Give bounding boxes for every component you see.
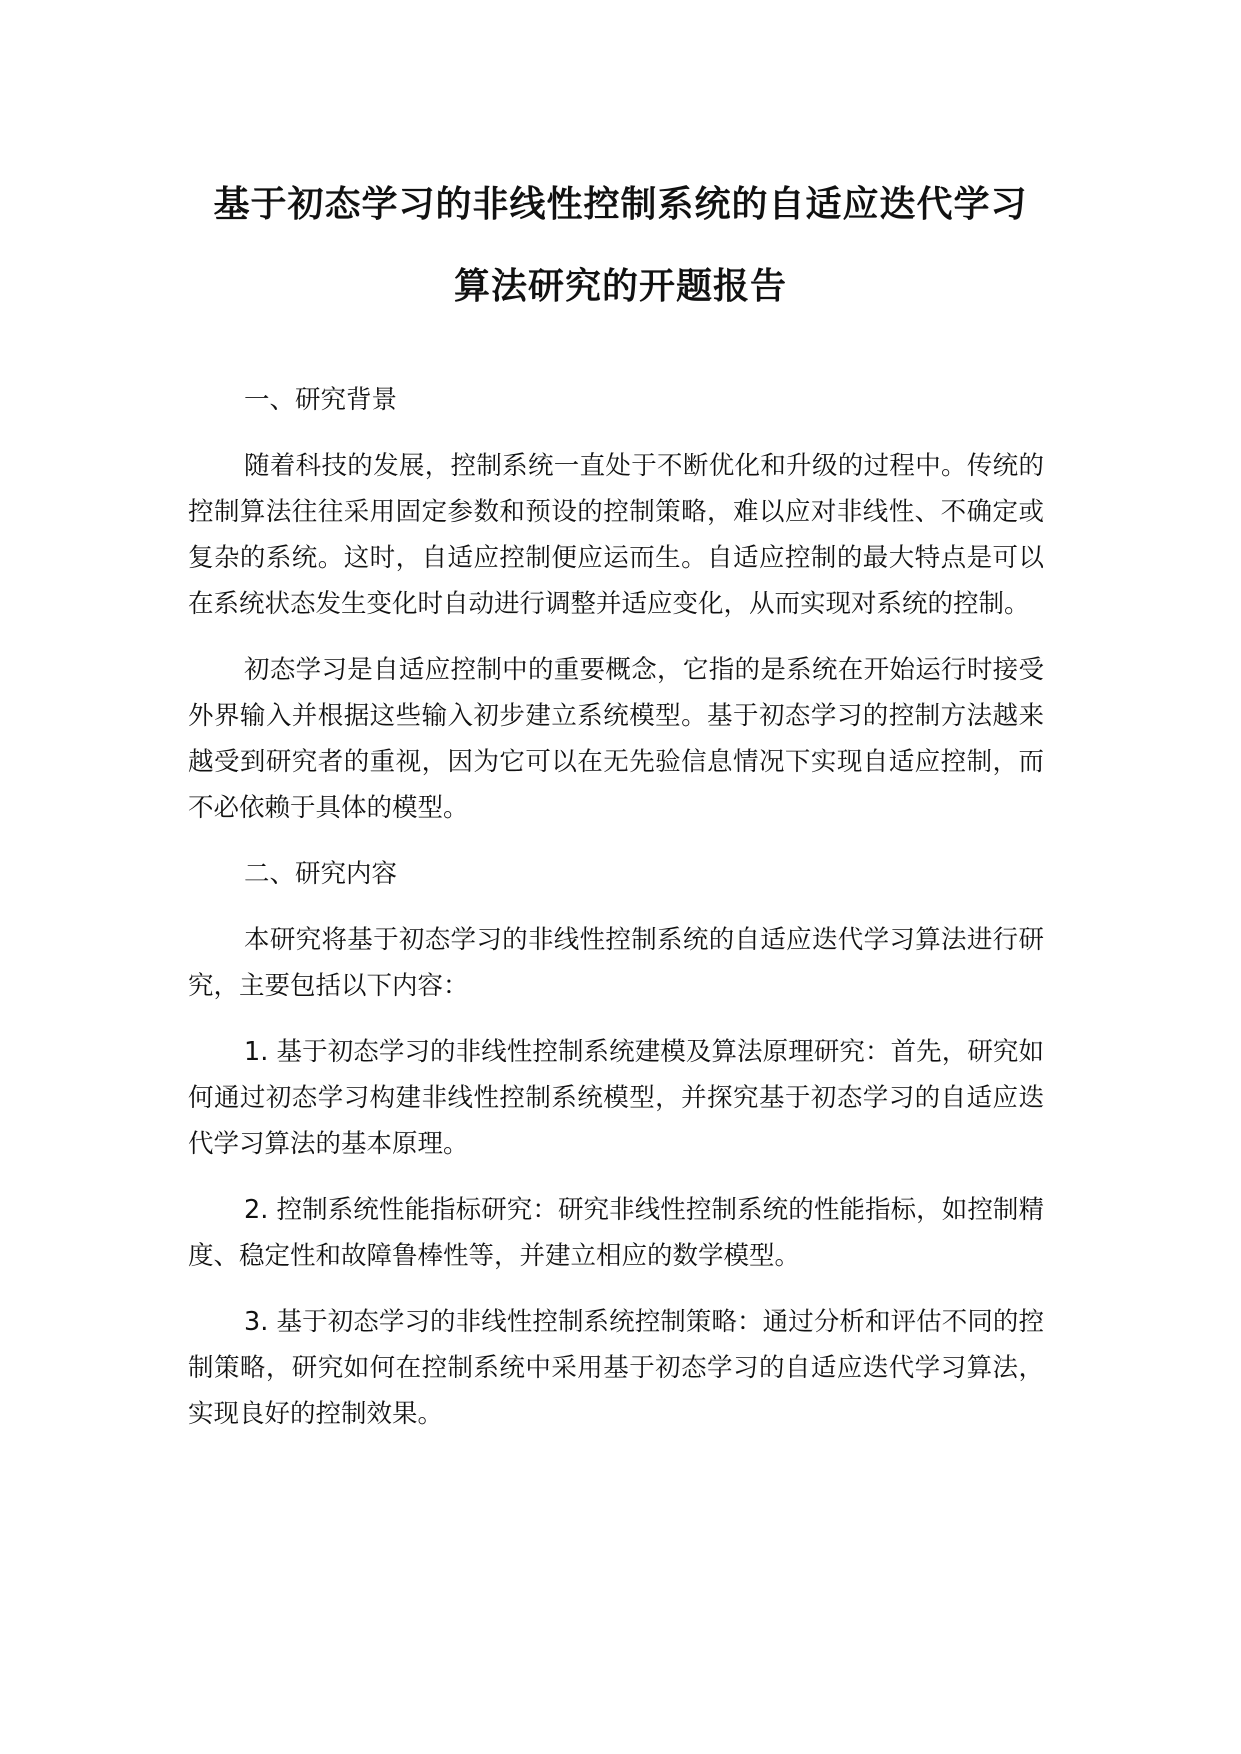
document-title-line-1: 基于初态学习的非线性控制系统的自适应迭代学习 xyxy=(213,184,1028,225)
list-item-2: 2. 控制系统性能指标研究：研究非线性控制系统的性能指标，如控制精度、稳定性和故障鲁棒性等，并建立相应的数学模型。 xyxy=(188,1195,1044,1271)
list-item-3: 3. 基于初态学习的非线性控制系统控制策略：通过分析和评估不同的控制策略，研究如何在控制系统中采用基于初态学习的自适应迭代学习算法，实现良好的控制效果。 xyxy=(188,1307,1044,1429)
section-heading-background: 一、研究背景 xyxy=(244,385,398,415)
paragraph: 随着科技的发展，控制系统一直处于不断优化和升级的过程中。传统的控制算法往往采用固定参数和预设的控制策略，难以应对非线性、不确定或复杂的系统。这时，自适应控制便应运而生。自适应控制的最大特点是可以在系统状态发生变化时自动进行调整并适应变化，从而实现对系统的控制。 xyxy=(188,451,1044,619)
section-heading-content: 二、研究内容 xyxy=(244,859,398,889)
paragraph: 本研究将基于初态学习的非线性控制系统的自适应迭代学习算法进行研究，主要包括以下内容： xyxy=(188,925,1044,1001)
document-title-line-2: 算法研究的开题报告 xyxy=(453,266,787,307)
list-item-1: 1. 基于初态学习的非线性控制系统建模及算法原理研究：首先，研究如何通过初态学习构建非线性控制系统模型，并探究基于初态学习的自适应迭代学习算法的基本原理。 xyxy=(188,1037,1044,1159)
paragraph: 初态学习是自适应控制中的重要概念，它指的是系统在开始运行时接受外界输入并根据这些输入初步建立系统模型。基于初态学习的控制方法越来越受到研究者的重视，因为它可以在无先验信息情况下实现自适应控制，而不必依赖于具体的模型。 xyxy=(188,655,1044,823)
document-body xyxy=(188,377,1044,1457)
